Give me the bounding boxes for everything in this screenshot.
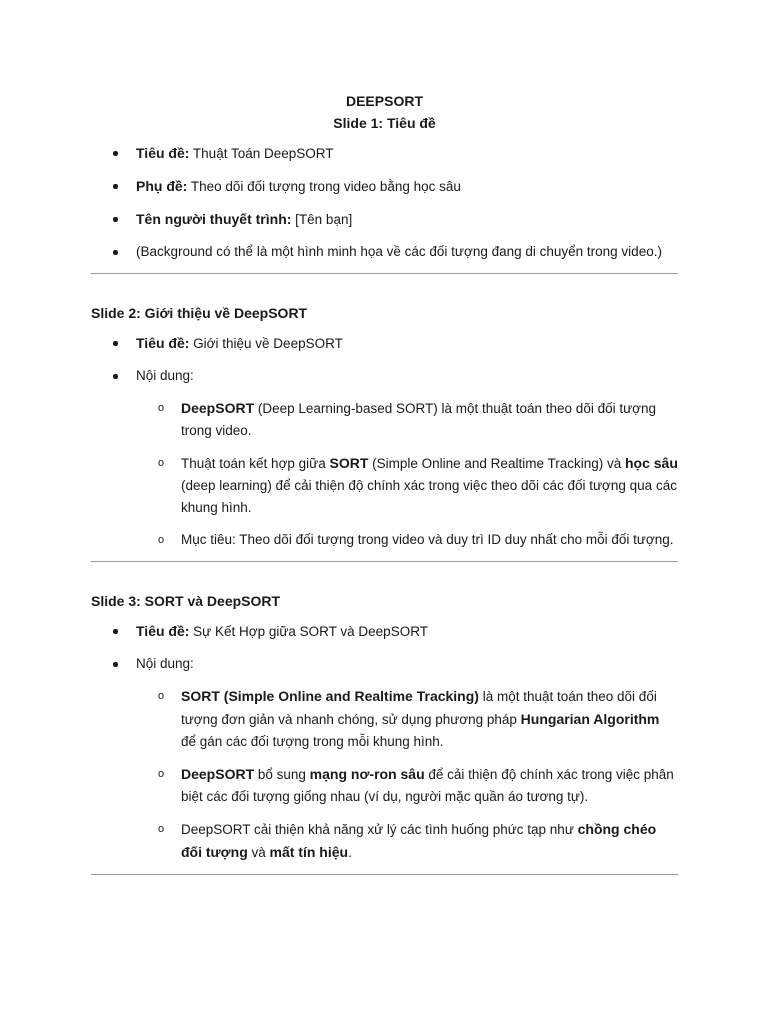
sub-list-item [136, 397, 678, 442]
bullet-label: Tiêu đề: [136, 335, 190, 351]
list-item [91, 142, 678, 165]
list-item [91, 241, 678, 263]
bullet-text: Giới thiệu về DeepSORT [189, 336, 343, 351]
slide-2-section [91, 302, 678, 562]
sub-bullet-text: . [348, 845, 352, 860]
list-item [91, 365, 678, 551]
sub-bullet-text: Mục tiêu: Theo dõi đối tượng trong video và duy trì ID duy nhất cho mỗi đối tượng. [181, 532, 674, 547]
list-item [91, 175, 678, 198]
bullet-text: Sự Kết Hợp giữa SORT và DeepSORT [189, 624, 428, 639]
section-divider [91, 874, 678, 875]
sub-list-item [136, 529, 678, 551]
sub-bullet-text: Thuật toán kết hợp giữa [181, 456, 330, 471]
slide-2-heading: Slide 2: Giới thiệu về DeepSORT [91, 305, 308, 321]
sub-list-item [136, 763, 678, 808]
bold-term: mất tín hiệu [269, 844, 349, 860]
bold-term: DeepSORT [181, 766, 255, 782]
bullet-label: Phụ đề: [136, 178, 188, 194]
bold-term: Hungarian Algorithm [520, 711, 660, 727]
sub-list-item [136, 452, 678, 519]
slide-2-sub-bullets [136, 397, 678, 551]
bullet-text: Nội dung: [136, 656, 194, 671]
slide-1-section [91, 112, 678, 274]
bold-term: mạng nơ-ron sâu [309, 766, 425, 782]
sub-bullet-text: bổ sung [254, 767, 310, 782]
sub-bullet-text: DeepSORT cải thiện khả năng xử lý các tình huống phức tạp như [181, 822, 578, 837]
bold-term: SORT (Simple Online and Realtime Tracking) [181, 688, 479, 704]
slide-3-bullets [91, 620, 678, 864]
bold-term: chồng chéo đối tượng [181, 821, 657, 860]
slide-1-heading: Slide 1: Tiêu đề [333, 115, 436, 131]
sub-list-item [136, 685, 678, 753]
list-item [91, 620, 678, 643]
list-item [91, 208, 678, 231]
slide-3-sub-bullets [136, 685, 678, 864]
bullet-label: Tên người thuyết trình: [136, 211, 292, 227]
slide-2-bullets [91, 332, 678, 551]
sub-bullet-text: là một thuật toán theo dõi đối tượng đơn giản và nhanh chóng, sử dụng phương pháp [181, 689, 657, 727]
list-item [91, 653, 678, 864]
sub-bullet-text: và [247, 845, 270, 860]
sub-bullet-text: (Deep Learning-based SORT) là một thuật toán theo dõi đối tượng trong video. [181, 401, 657, 438]
list-item [91, 332, 678, 355]
section-divider [91, 561, 678, 562]
section-divider [91, 273, 678, 274]
sub-list-item [136, 818, 678, 864]
bullet-text: [Tên bạn] [291, 212, 353, 227]
bullet-text: Theo dõi đối tượng trong video bằng học sâu [187, 179, 461, 194]
bullet-label: Tiêu đề: [136, 145, 190, 161]
bold-term: SORT [329, 455, 369, 471]
sub-bullet-text: (Simple Online and Realtime Tracking) và [368, 456, 625, 471]
document-content [91, 90, 678, 903]
sub-bullet-text: (deep learning) để cải thiện độ chính xác trong việc theo dõi các đối tượng qua các khung hình. [181, 478, 677, 515]
bullet-label: Tiêu đề: [136, 623, 190, 639]
slide-3-section [91, 590, 678, 875]
slide-1-bullets [91, 142, 678, 263]
sub-bullet-text: để gán các đối tượng trong mỗi khung hình. [181, 734, 444, 749]
sub-bullet-text: để cải thiện độ chính xác trong việc phân biệt các đối tượng giống nhau (ví dụ, người mặc quần áo tương tự). [181, 767, 674, 804]
document-title: DEEPSORT [345, 93, 423, 109]
bold-term: DeepSORT [181, 400, 255, 416]
bullet-text: Thuật Toán DeepSORT [189, 146, 334, 161]
bold-term: học sâu [624, 455, 678, 471]
bullet-text: Nội dung: [136, 368, 194, 383]
slide-3-heading: Slide 3: SORT và DeepSORT [91, 593, 281, 609]
bullet-text: (Background có thể là một hình minh họa về các đối tượng đang di chuyển trong video.) [136, 244, 662, 259]
